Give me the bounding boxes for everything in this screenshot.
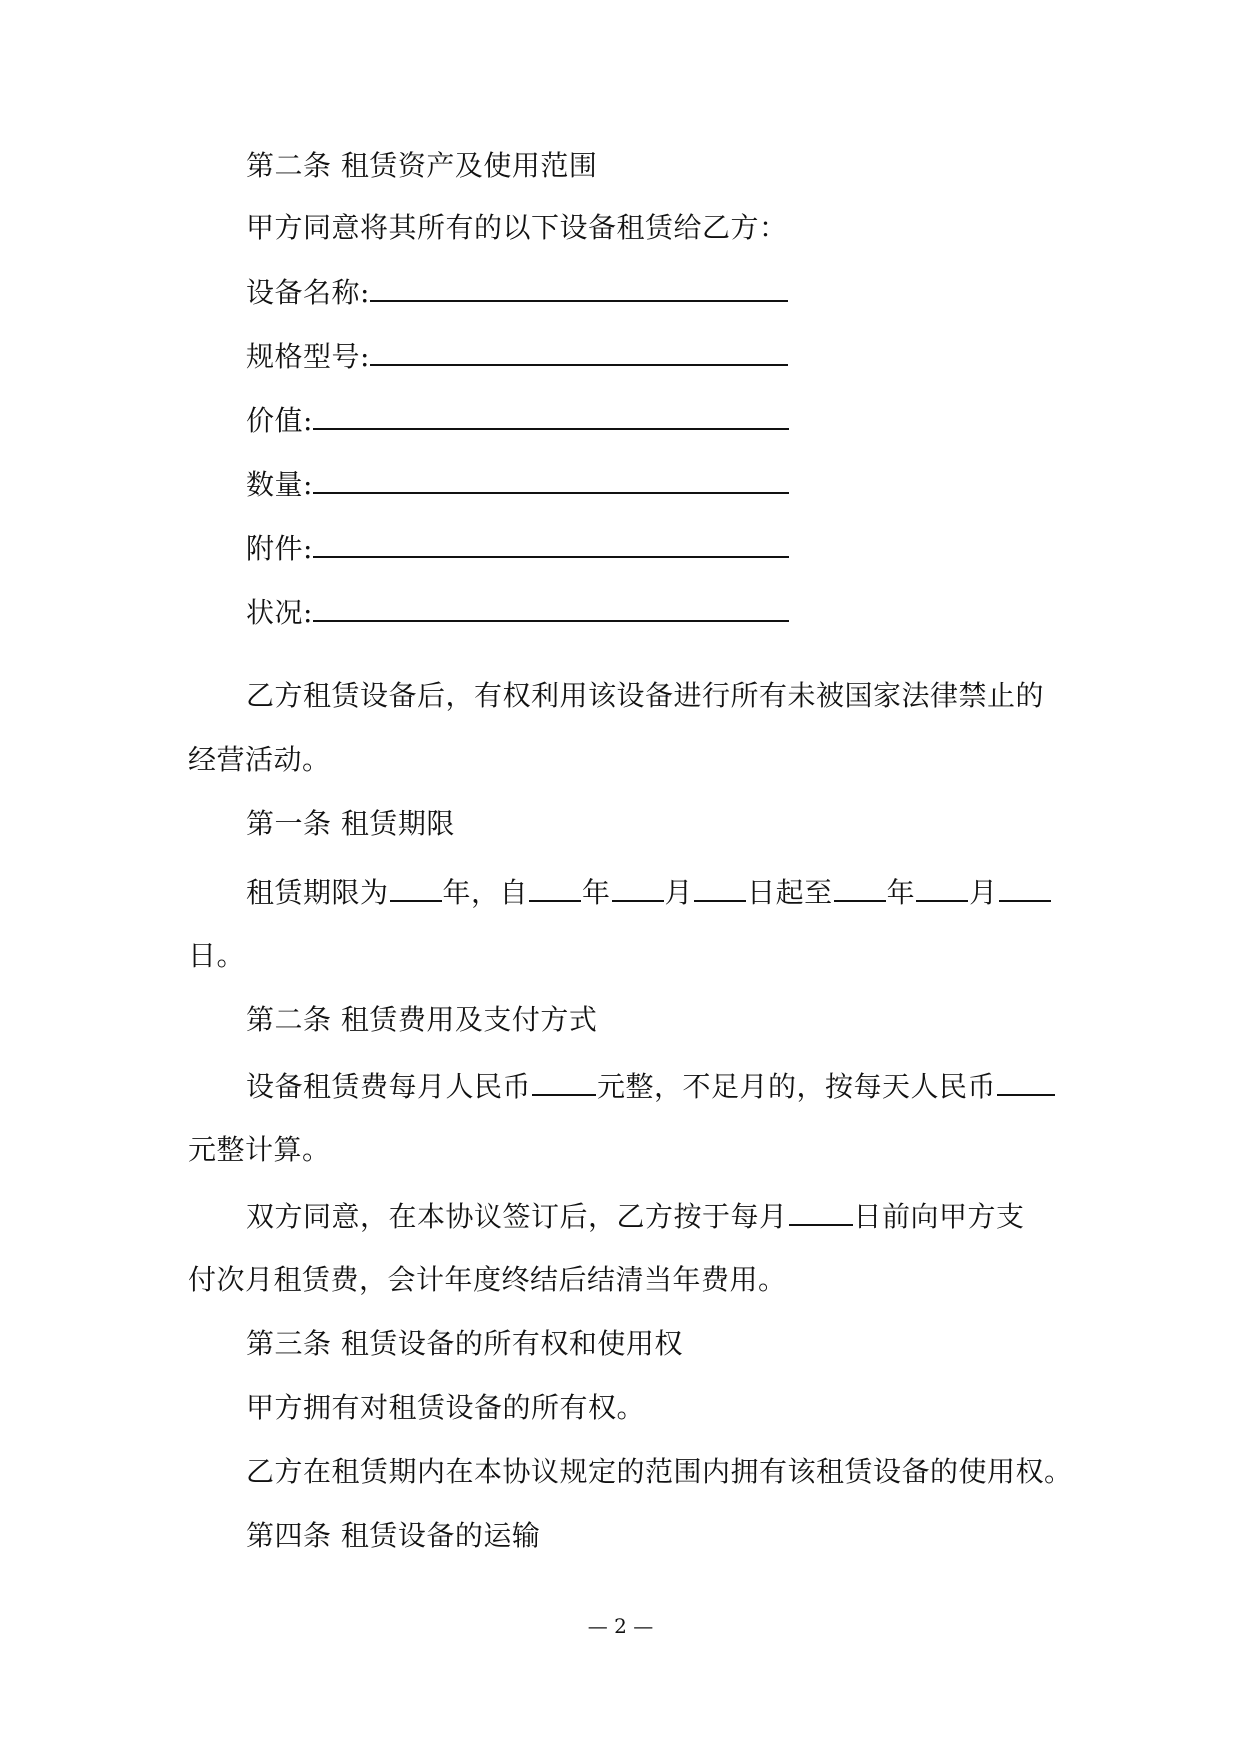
field-spec-model xyxy=(246,336,788,377)
fill-blank xyxy=(612,872,664,902)
fee-text: 元整计算。 xyxy=(188,1133,331,1166)
fee-paragraph-line-1 xyxy=(246,1066,1056,1107)
field-label: 设备名称: xyxy=(246,276,370,309)
field-equipment-name xyxy=(246,272,788,313)
field-value xyxy=(246,400,789,441)
term-paragraph-line-2 xyxy=(188,936,245,976)
field-label: 规格型号: xyxy=(246,340,370,373)
fill-blank xyxy=(789,1196,853,1226)
term-text: 日起至 xyxy=(747,876,833,909)
term-text: 年 xyxy=(582,876,611,909)
payment-text: 双方同意，在本协议签订后，乙方按于每月 xyxy=(246,1200,788,1233)
fill-blank xyxy=(390,872,442,902)
fill-blank xyxy=(313,400,789,430)
term-text: 月 xyxy=(969,876,998,909)
usage-paragraph-line-1 xyxy=(246,676,1044,716)
field-label: 状况: xyxy=(246,596,313,629)
term-paragraph-line-1 xyxy=(246,872,1052,913)
field-quantity xyxy=(246,464,789,505)
fee-heading xyxy=(246,1000,597,1040)
fee-text: 设备租赁费每月人民币 xyxy=(246,1070,532,1103)
field-label: 价值: xyxy=(246,404,313,437)
fee-heading-text: 第二条 租赁费用及支付方式 xyxy=(246,1003,598,1036)
article-2-heading xyxy=(246,146,597,186)
ownership-heading-text: 第三条 租赁设备的所有权和使用权 xyxy=(246,1327,683,1360)
ownership-text: 甲方拥有对租赁设备的所有权。 xyxy=(246,1391,646,1424)
article-2-heading-text: 第二条 租赁资产及使用范围 xyxy=(246,149,598,182)
term-text: 年，自 xyxy=(442,876,529,909)
fill-blank xyxy=(370,336,788,366)
ownership-paragraph-1 xyxy=(246,1388,645,1428)
ownership-heading xyxy=(246,1324,683,1364)
fee-paragraph-line-2 xyxy=(188,1130,331,1170)
ownership-paragraph-2 xyxy=(246,1452,1073,1492)
payment-text: 日前向甲方支 xyxy=(853,1200,1025,1233)
fill-blank xyxy=(313,592,789,622)
term-text: 租赁期限为 xyxy=(246,876,389,909)
intro-paragraph xyxy=(246,208,788,248)
term-heading xyxy=(246,804,455,844)
field-condition xyxy=(246,592,789,633)
payment-paragraph-line-1 xyxy=(246,1196,1025,1237)
fill-blank xyxy=(313,528,789,558)
fill-blank xyxy=(313,464,789,494)
fill-blank xyxy=(370,272,788,302)
fill-blank xyxy=(999,872,1051,902)
field-label: 附件: xyxy=(246,532,313,565)
usage-text-2: 经营活动。 xyxy=(188,743,331,776)
fill-blank xyxy=(694,872,746,902)
usage-text-1: 乙方租赁设备后，有权利用该设备进行所有未被国家法律禁止的 xyxy=(246,679,1045,712)
ownership-text: 乙方在租赁期内在本协议规定的范围内拥有该租赁设备的使用权。 xyxy=(246,1455,1073,1488)
term-text: 日。 xyxy=(188,939,246,972)
page-number: — 2 — xyxy=(587,1614,654,1638)
field-label: 数量: xyxy=(246,468,313,501)
usage-paragraph-line-2 xyxy=(188,740,331,780)
fill-blank xyxy=(916,872,968,902)
term-text: 月 xyxy=(664,876,694,909)
fee-text: 元整，不足月的，按每天人民币 xyxy=(597,1070,997,1103)
fill-blank xyxy=(532,1066,596,1096)
term-heading-text: 第一条 租赁期限 xyxy=(246,807,455,840)
transport-heading xyxy=(246,1516,540,1556)
payment-text: 付次月租赁费，会计年度终结后结清当年费用。 xyxy=(188,1263,787,1296)
fill-blank xyxy=(529,872,581,902)
payment-paragraph-line-2 xyxy=(188,1260,787,1300)
term-text: 年 xyxy=(886,876,916,909)
transport-heading-text: 第四条 租赁设备的运输 xyxy=(246,1519,541,1552)
fill-blank xyxy=(997,1066,1055,1096)
fill-blank xyxy=(834,872,886,902)
intro-text: 甲方同意将其所有的以下设备租赁给乙方： xyxy=(246,211,788,244)
field-attachments xyxy=(246,528,789,569)
